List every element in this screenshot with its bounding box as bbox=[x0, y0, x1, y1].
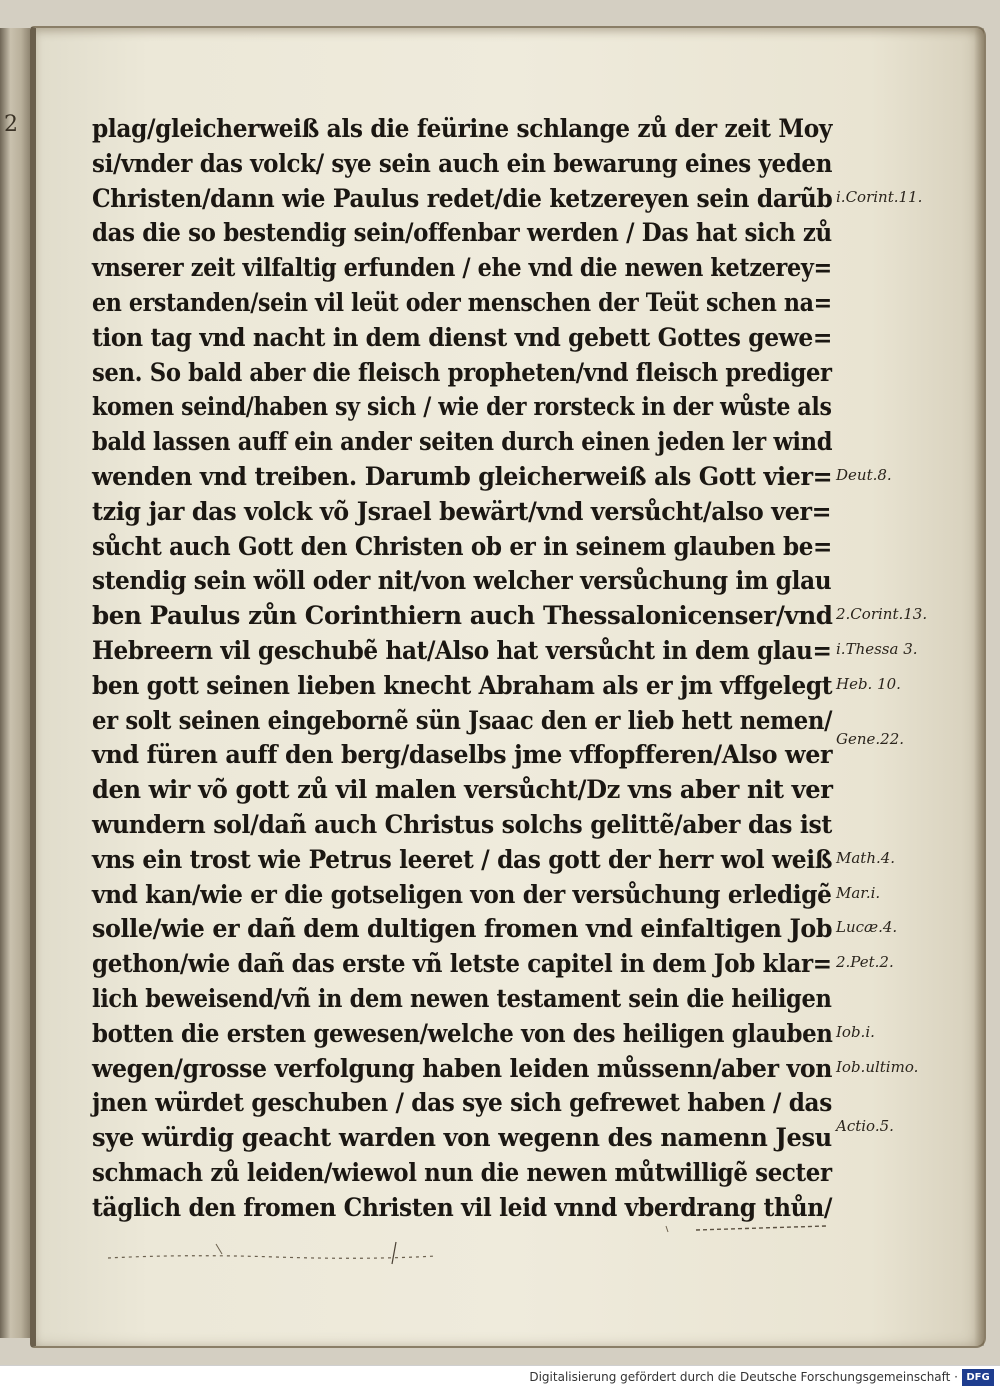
text-line: sen. So bald aber die fleisch propheten/vnd fleisch prediger bbox=[92, 357, 832, 387]
text-line: Christen/dann wie Paulus redet/die ketzereyen sein darũb bbox=[92, 183, 833, 213]
text-line: vns ein trost wie Petrus leeret / das gott der herr wol weiß bbox=[92, 844, 833, 874]
text-line: er solt seinen eingebornẽ sün Jsaac den er lieb hett nemen/ bbox=[92, 705, 833, 735]
previous-page-fragment: 2 bbox=[4, 112, 18, 137]
margin-reference: 2.Pet.2. bbox=[836, 953, 894, 972]
page-curl-shadow bbox=[974, 28, 984, 1346]
funding-credit: Digitalisierung gefördert durch die Deutsche Forschungsgemeinschaft · bbox=[529, 1370, 958, 1384]
text-line: komen seind/haben sy sich / wie der rorsteck in der wůste als bbox=[92, 392, 832, 422]
text-line: solle/wie er dañ dem dultigen fromen vnd einfaltigen Job bbox=[92, 914, 833, 944]
text-line: tzig jar das volck võ Jsrael bewärt/vnd versůcht/also ver= bbox=[92, 496, 832, 526]
margin-reference: 2.Corint.13. bbox=[836, 605, 928, 624]
text-line: den wir võ gott zů vil malen versůcht/Dz vns aber nit ver bbox=[92, 775, 833, 805]
margin-reference: Actio.5. bbox=[836, 1116, 894, 1135]
text-line: botten die ersten gewesen/welche von des heiligen glauben bbox=[92, 1018, 833, 1048]
margin-reference: Iob.ultimo. bbox=[836, 1057, 919, 1076]
text-line: sůcht auch Gott den Christen ob er in seinem glauben be= bbox=[92, 531, 833, 561]
text-line: vnserer zeit vilfaltig erfunden / ehe vnd die newen ketzerey= bbox=[92, 253, 832, 283]
margin-reference: i.Corint.11. bbox=[836, 187, 923, 206]
text-line: Hebreern vil geschubẽ hat/Also hat versůcht in dem glau= bbox=[92, 635, 832, 665]
margin-reference: i.Thessa 3. bbox=[836, 640, 918, 658]
text-line: gethon/wie dañ das erste vñ letste capitel in dem Job klar= bbox=[92, 949, 832, 979]
book-page bbox=[30, 26, 986, 1348]
text-line: das die so bestendig sein/offenbar werden / Das hat sich zů bbox=[92, 218, 832, 248]
text-line: wenden vnd treiben. Darumb gleicherweiß als Gott vier= bbox=[92, 461, 833, 491]
margin-reference: Gene.22. bbox=[836, 730, 905, 749]
text-line: täglich den fromen Christen vil leid vnnd vberdrang thůn/ bbox=[92, 1192, 833, 1222]
text-line: ben Paulus zůn Corinthiern auch Thessalonicenser/vnd bbox=[92, 601, 833, 631]
body-text bbox=[92, 112, 852, 1226]
text-line: vnd kan/wie er die gotseligen von der versůchung erledigẽ bbox=[92, 879, 832, 909]
text-line: vnd füren auff den berg/daselbs jme vffopfferen/Also wer bbox=[92, 740, 833, 770]
margin-reference: Math.4. bbox=[836, 848, 896, 867]
text-line: lich beweisend/vñ in dem newen testament sein die heiligen bbox=[92, 983, 832, 1013]
text-line: wundern sol/dañ auch Christus solchs gelittẽ/aber das ist bbox=[92, 809, 832, 839]
text-line: si/vnder das volck/ sye sein auch ein bewarung eines yeden bbox=[92, 148, 833, 178]
printing-marks bbox=[106, 1224, 826, 1274]
margin-reference: Deut.8. bbox=[836, 466, 892, 484]
text-line: schmach zů leiden/wiewol nun die newen můtwilligẽ secter bbox=[92, 1157, 832, 1187]
margin-reference: Lucæ.4. bbox=[836, 918, 898, 937]
margin-reference: Iob.i. bbox=[836, 1022, 875, 1041]
text-line: tion tag vnd nacht in dem dienst vnd gebett Gottes gewe= bbox=[92, 322, 833, 352]
previous-page-edge bbox=[0, 28, 30, 1338]
text-line: ben gott seinen lieben knecht Abraham als er jm vffgelegt bbox=[92, 670, 833, 700]
text-line: jnen würdet geschuben / das sye sich gefrewet haben / das bbox=[92, 1088, 832, 1118]
margin-reference: Mar.i. bbox=[836, 883, 881, 902]
text-line: plag/gleicherweiß als die feürine schlange zů der zeit Moy bbox=[92, 114, 833, 143]
text-line: bald lassen auff ein ander seiten durch einen jeden ler wind bbox=[92, 427, 833, 457]
margin-reference: Heb. 10. bbox=[836, 674, 901, 693]
text-line: sye würdig geacht warden von wegenn des namenn Jesu bbox=[92, 1123, 832, 1153]
text-line: wegen/grosse verfolgung haben leiden můssenn/aber von bbox=[92, 1053, 833, 1083]
footer-bar bbox=[0, 1365, 1000, 1390]
dfg-logo: DFG bbox=[962, 1369, 994, 1386]
text-line: en erstanden/sein vil leüt oder menschen der Teüt schen na= bbox=[92, 287, 832, 317]
text-line: stendig sein wöll oder nit/von welcher versůchung im glau bbox=[92, 566, 832, 596]
